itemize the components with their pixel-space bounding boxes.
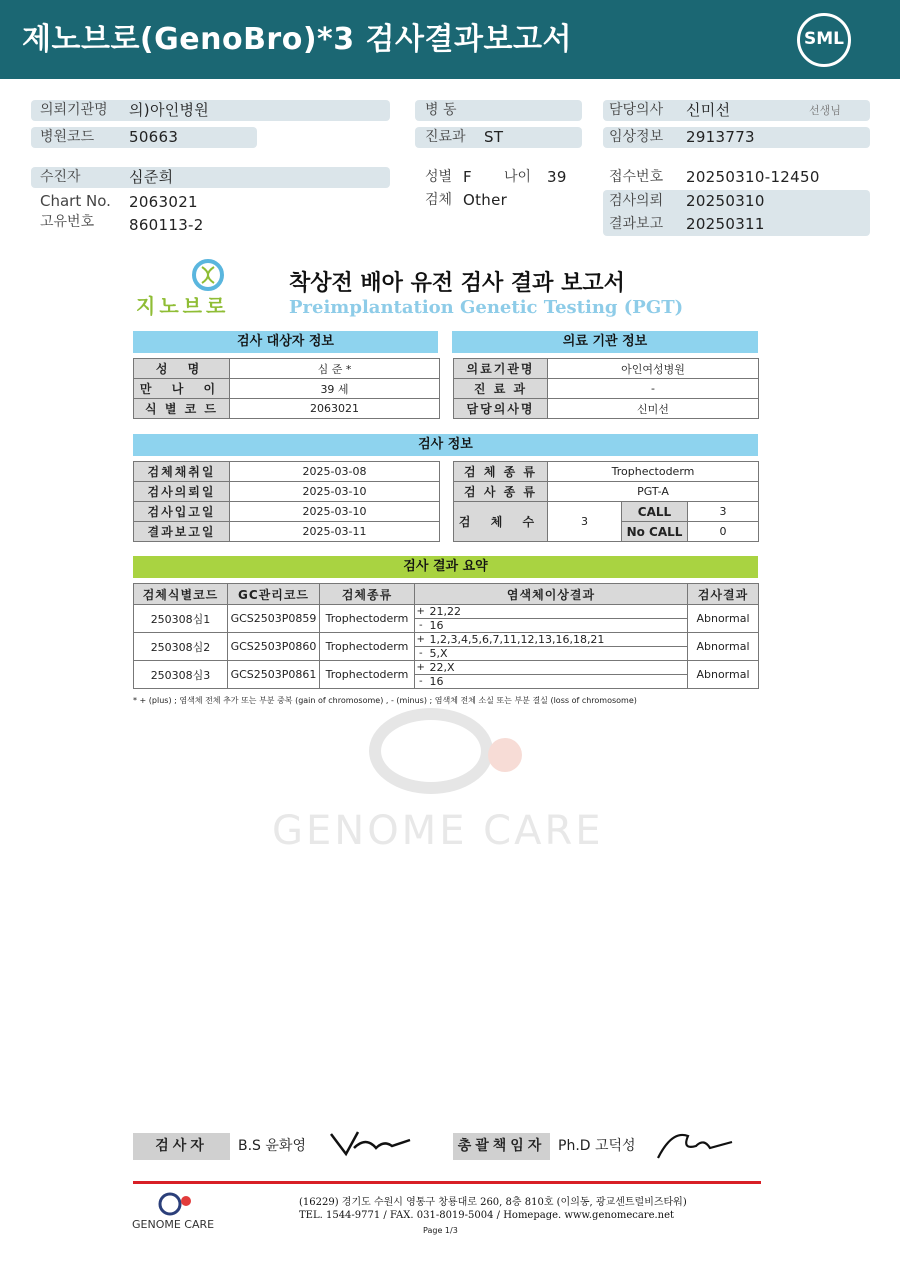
patient-row-bg bbox=[31, 167, 390, 188]
report-value: 20250311 bbox=[686, 215, 765, 233]
loss-sign: - bbox=[415, 647, 427, 661]
patient-name-value: 심준희 bbox=[129, 168, 174, 186]
request-value: 20250310 bbox=[686, 192, 765, 210]
specimen-id: 250308심3 bbox=[134, 661, 228, 689]
col-specimen-id: 검체식별코드 bbox=[134, 584, 228, 605]
table-row bbox=[134, 633, 759, 647]
gc-code: GCS2503P0861 bbox=[228, 661, 320, 689]
table-row bbox=[454, 399, 759, 419]
col-chromosome-result: 염색체이상결과 bbox=[415, 584, 688, 605]
doctor-suffix: 선생님 bbox=[809, 104, 841, 117]
table-row bbox=[454, 482, 759, 502]
specimen-count-label: 검 체 수 bbox=[454, 502, 548, 542]
specimen-count-value: 3 bbox=[548, 502, 622, 542]
footer-address bbox=[299, 1196, 687, 1222]
inst-name-label: 의료기관명 bbox=[454, 359, 548, 379]
age-label: 나이 bbox=[504, 169, 532, 185]
brand-text: 지노브로 bbox=[136, 294, 230, 318]
request-date-value: 2025-03-10 bbox=[230, 482, 440, 502]
institution-label: 의뢰기관명 bbox=[40, 102, 108, 118]
table-row bbox=[134, 605, 759, 619]
subject-id-label: 식 별 코 드 bbox=[134, 399, 230, 419]
page-number: Page 1/3 bbox=[423, 1226, 458, 1235]
table-row bbox=[134, 359, 440, 379]
director-signature bbox=[652, 1124, 738, 1164]
watermark-dot-icon bbox=[488, 738, 522, 772]
gain-sign: + bbox=[415, 605, 427, 619]
director-name: Ph.D 고덕성 bbox=[558, 1138, 636, 1154]
test-result: Abnormal bbox=[688, 605, 759, 633]
report-title: 착상전 배아 유전 검사 결과 보고서 bbox=[289, 271, 625, 296]
nocall-value: 0 bbox=[688, 522, 759, 542]
subject-id-value: 2063021 bbox=[230, 399, 440, 419]
department-value: ST bbox=[484, 128, 504, 146]
result-summary-table bbox=[133, 583, 759, 689]
watermark-text: GENOME CARE bbox=[272, 808, 604, 854]
gc-code: GCS2503P0860 bbox=[228, 633, 320, 661]
specimen-type: Trophectoderm bbox=[320, 661, 415, 689]
test-info-heading: 검사 정보 bbox=[133, 434, 758, 456]
legend-note: * + (plus) ; 염색체 전체 추가 또는 부분 중복 (gain of chromosome) , - (minus) ; 염색체 전체 소실 또는 부분 결실 (loss of chromosome) bbox=[133, 696, 637, 705]
clinical-label: 임상정보 bbox=[609, 129, 664, 145]
chart-no-label: Chart No. bbox=[40, 192, 111, 210]
loss-chromosomes: 5,X bbox=[427, 647, 688, 661]
tester-signature bbox=[326, 1126, 416, 1162]
header-bar bbox=[0, 0, 900, 79]
table-row bbox=[134, 502, 440, 522]
table-row bbox=[134, 462, 440, 482]
test-type-value: PGT-A bbox=[548, 482, 759, 502]
collection-date-value: 2025-03-08 bbox=[230, 462, 440, 482]
subject-name-label: 성 명 bbox=[134, 359, 230, 379]
inst-doctor-value: 신미선 bbox=[548, 399, 759, 419]
summary-heading: 검사 결과 요약 bbox=[133, 556, 758, 578]
contact-line: TEL. 1544-9771 / FAX. 031-8019-5004 / Homepage. www.genomecare.net bbox=[299, 1210, 675, 1221]
gain-chromosomes: 22,X bbox=[427, 661, 688, 675]
unique-no-value: 860113-2 bbox=[129, 216, 204, 234]
report-label: 결과보고 bbox=[609, 216, 664, 232]
report-date-label: 결과보고일 bbox=[134, 522, 230, 542]
receipt-date-value: 2025-03-10 bbox=[230, 502, 440, 522]
specimen-value: Other bbox=[463, 191, 508, 209]
dna-icon bbox=[176, 258, 286, 294]
specimen-label: 검체 bbox=[425, 192, 453, 208]
receipt-no-value: 20250310-12450 bbox=[686, 168, 820, 186]
test-result: Abnormal bbox=[688, 661, 759, 689]
table-row bbox=[454, 462, 759, 482]
col-test-result: 검사결과 bbox=[688, 584, 759, 605]
inst-dept-label: 진 료 과 bbox=[454, 379, 548, 399]
director-label: 총괄책임자 bbox=[453, 1133, 550, 1160]
sml-logo: SML bbox=[797, 13, 851, 67]
test-type-label: 검 사 종 류 bbox=[454, 482, 548, 502]
subject-info-table bbox=[133, 358, 440, 419]
table-row bbox=[134, 522, 440, 542]
loss-sign: - bbox=[415, 619, 427, 633]
department-label: 진료과 bbox=[425, 129, 466, 145]
gain-sign: + bbox=[415, 633, 427, 647]
footer-logo-text: GENOME CARE bbox=[132, 1218, 215, 1231]
receipt-no-label: 접수번호 bbox=[609, 169, 664, 185]
table-header-row bbox=[134, 584, 759, 605]
table-row bbox=[454, 502, 759, 522]
call-label: CALL bbox=[622, 502, 688, 522]
inst-dept-value: - bbox=[548, 379, 759, 399]
specimen-type: Trophectoderm bbox=[320, 633, 415, 661]
table-row bbox=[134, 482, 440, 502]
table-row bbox=[454, 379, 759, 399]
sex-label: 성별 bbox=[425, 169, 453, 185]
specimen-type-label: 검 체 종 류 bbox=[454, 462, 548, 482]
loss-sign: - bbox=[415, 675, 427, 689]
subject-info-heading: 검사 대상자 정보 bbox=[133, 331, 438, 353]
loss-chromosomes: 16 bbox=[427, 675, 688, 689]
inst-doctor-label: 담당의사명 bbox=[454, 399, 548, 419]
document-title: 제노브로(GenoBro)*3 검사결과보고서 bbox=[22, 22, 572, 57]
gc-code: GCS2503P0859 bbox=[228, 605, 320, 633]
patient-label: 수진자 bbox=[40, 169, 81, 185]
table-row bbox=[134, 661, 759, 675]
genome-care-icon bbox=[154, 1190, 198, 1218]
request-label: 검사의뢰 bbox=[609, 193, 664, 209]
table-row bbox=[134, 379, 440, 399]
tester-name: B.S 윤화영 bbox=[238, 1138, 306, 1154]
collection-date-label: 검체채취일 bbox=[134, 462, 230, 482]
test-dates-table bbox=[133, 461, 440, 542]
genobro-logo bbox=[136, 258, 246, 318]
nocall-label: No CALL bbox=[622, 522, 688, 542]
col-gc-code: GC관리코드 bbox=[228, 584, 320, 605]
request-date-label: 검사의뢰일 bbox=[134, 482, 230, 502]
specimen-type: Trophectoderm bbox=[320, 605, 415, 633]
test-result: Abnormal bbox=[688, 633, 759, 661]
institution-value: 의)아인병원 bbox=[129, 101, 210, 119]
report-subtitle: Preimplantation Genetic Testing (PGT) bbox=[289, 297, 684, 318]
specimen-type-value: Trophectoderm bbox=[548, 462, 759, 482]
receipt-date-label: 검사입고일 bbox=[134, 502, 230, 522]
watermark-logo-icon bbox=[369, 708, 493, 794]
gain-sign: + bbox=[415, 661, 427, 675]
specimen-id: 250308심1 bbox=[134, 605, 228, 633]
clinical-value: 2913773 bbox=[686, 128, 755, 146]
loss-chromosomes: 16 bbox=[427, 619, 688, 633]
table-row bbox=[134, 399, 440, 419]
col-specimen-type: 검체종류 bbox=[320, 584, 415, 605]
test-specimen-table bbox=[453, 461, 759, 542]
hospital-code-value: 50663 bbox=[129, 128, 179, 146]
address-line: (16229) 경기도 수원시 영통구 창룡대로 260, 8층 810호 (이의동, 광교센트럴비즈타워) bbox=[299, 1197, 687, 1208]
age-value: 39 bbox=[547, 168, 567, 186]
doctor-label: 담당의사 bbox=[609, 102, 664, 118]
gain-chromosomes: 21,22 bbox=[427, 605, 688, 619]
tester-label: 검사자 bbox=[133, 1133, 230, 1160]
report-date-value: 2025-03-11 bbox=[230, 522, 440, 542]
call-value: 3 bbox=[688, 502, 759, 522]
subject-name-value: 심 준 * bbox=[230, 359, 440, 379]
specimen-id: 250308심2 bbox=[134, 633, 228, 661]
gain-chromosomes: 1,2,3,4,5,6,7,11,12,13,16,18,21 bbox=[427, 633, 688, 647]
subject-age-value: 39 세 bbox=[230, 379, 440, 399]
ward-label: 병 동 bbox=[425, 102, 457, 118]
sex-value: F bbox=[463, 168, 472, 186]
chart-no-value: 2063021 bbox=[129, 193, 198, 211]
inst-name-value: 아인여성병원 bbox=[548, 359, 759, 379]
genome-care-logo bbox=[132, 1190, 226, 1235]
institution-info-table bbox=[453, 358, 759, 419]
institution-info-heading: 의료 기관 정보 bbox=[452, 331, 758, 353]
doctor-value: 신미선 bbox=[686, 101, 731, 119]
subject-age-label: 만 나 이 bbox=[134, 379, 230, 399]
footer-divider bbox=[133, 1181, 761, 1184]
hospital-code-label: 병원코드 bbox=[40, 129, 95, 145]
unique-no-label: 고유번호 bbox=[40, 214, 95, 230]
table-row bbox=[454, 359, 759, 379]
